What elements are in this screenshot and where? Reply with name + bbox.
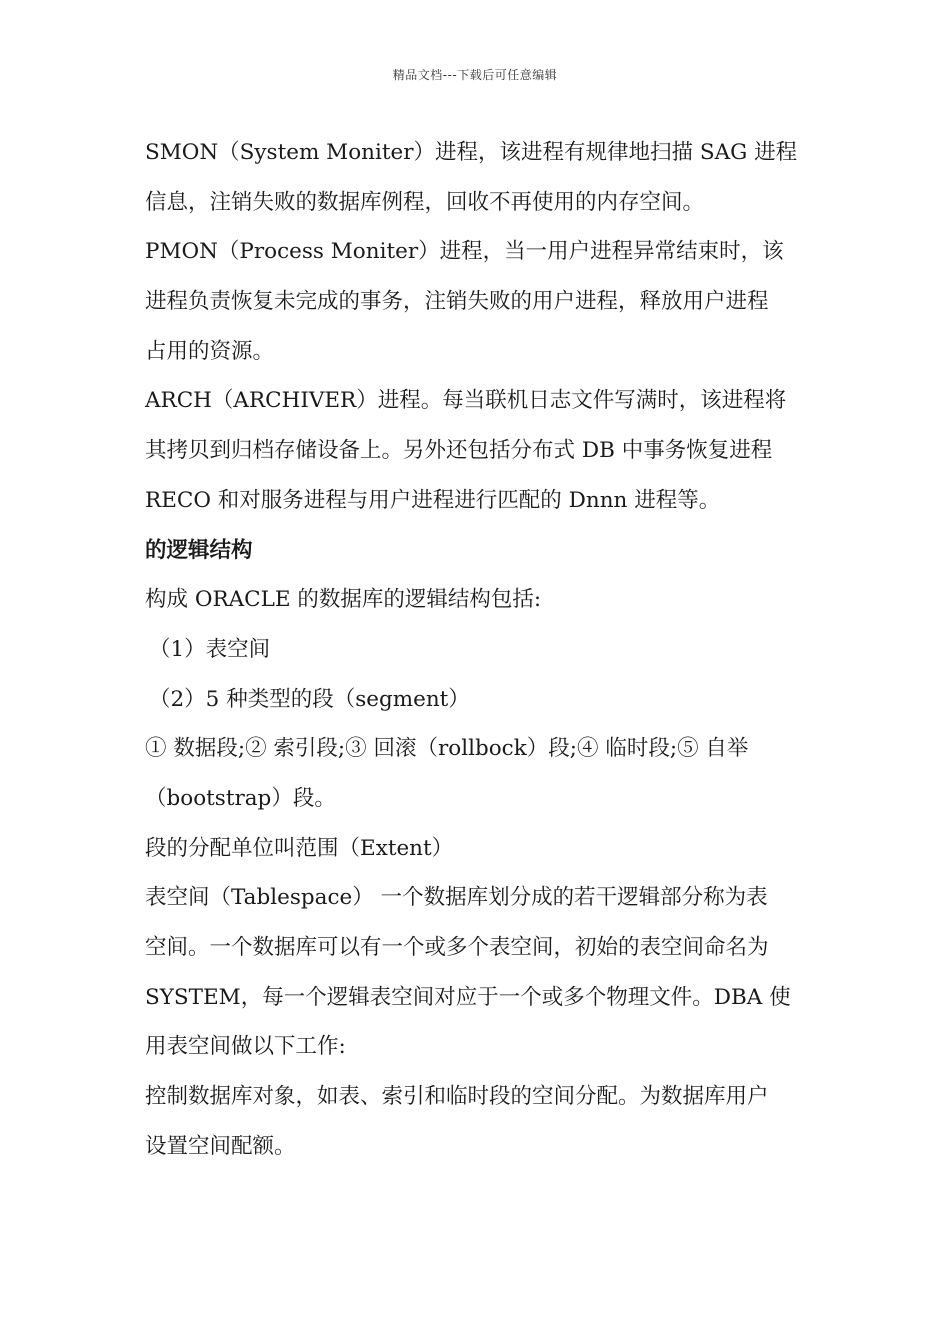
paragraph-line: 构成 ORACLE 的数据库的逻辑结构包括: bbox=[145, 587, 542, 613]
paragraph-line: 空间。一个数据库可以有一个或多个表空间，初始的表空间命名为 bbox=[145, 935, 769, 960]
paragraph-line: 用表空间做以下工作: bbox=[145, 1034, 346, 1060]
paragraph-line: 段的分配单位叫范围（Extent） bbox=[145, 835, 454, 861]
paragraph-line: 其拷贝到归档存储设备上。另外还包括分布式 DB 中事务恢复进程 bbox=[145, 438, 773, 464]
page-header: 精品文档---下载后可任意编辑 bbox=[392, 68, 558, 82]
paragraph-line: 表空间（Tablespace） 一个数据库划分成的若干逻辑部分称为表 bbox=[145, 885, 768, 911]
paragraph-line: 占用的资源。 bbox=[145, 338, 275, 364]
paragraph-line: 控制数据库对象，如表、索引和临时段的空间分配。为数据库用户 bbox=[145, 1084, 769, 1110]
paragraph-line: ① 数据段;② 索引段;③ 回滚（rollbock）段;④ 临时段;⑤ 自举 bbox=[145, 736, 749, 762]
list-item: （2）5 种类型的段（segment） bbox=[149, 686, 470, 712]
paragraph-line: （bootstrap）段。 bbox=[145, 785, 336, 811]
document-body bbox=[145, 128, 810, 1171]
paragraph-line: PMON（Process Moniter）进程，当一用户进程异常结束时，该 bbox=[145, 239, 784, 265]
paragraph-line: RECO 和对服务进程与用户进程进行匹配的 Dnnn 进程等。 bbox=[145, 487, 721, 513]
paragraph-line: SYSTEM，每一个逻辑表空间对应于一个或多个物理文件。DBA 使 bbox=[145, 984, 791, 1010]
list-item: （1）表空间 bbox=[149, 636, 271, 662]
paragraph-line: 设置空间配额。 bbox=[145, 1133, 296, 1159]
paragraph-line: 进程负责恢复未完成的事务，注销失败的用户进程，释放用户进程 bbox=[145, 289, 769, 315]
paragraph-line: ARCH（ARCHIVER）进程。每当联机日志文件写满时，该进程将 bbox=[145, 388, 787, 414]
paragraph-line: SMON（System Moniter）进程，该进程有规律地扫描 SAG 进程 bbox=[145, 140, 798, 165]
paragraph-line: 信息，注销失败的数据库例程，回收不再使用的内存空间。 bbox=[145, 189, 705, 215]
section-heading: 的逻辑结构 bbox=[145, 537, 253, 563]
